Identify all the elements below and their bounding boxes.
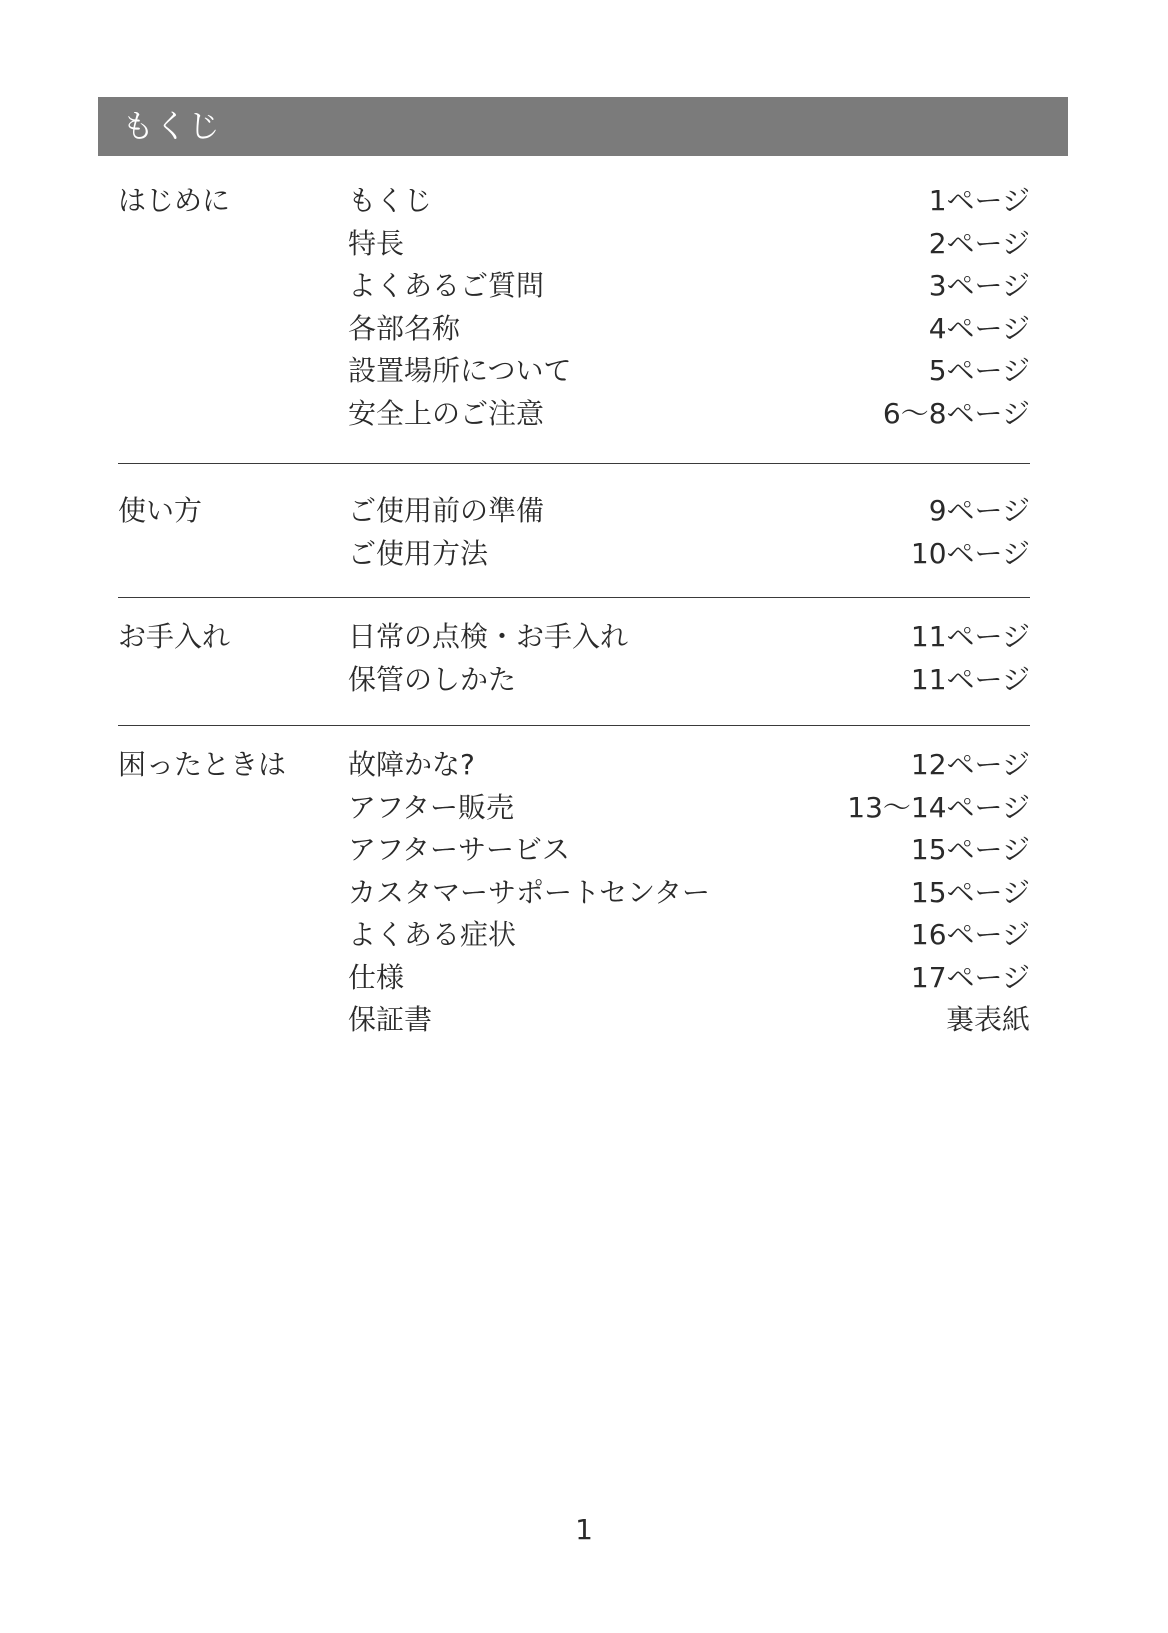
toc-entry[interactable] (348, 999, 1030, 1042)
entry-title: ご使用前の準備 (348, 494, 545, 527)
entry-page: 16ページ (910, 918, 1030, 951)
entry-page: 11ページ (910, 662, 1030, 696)
toc-entry[interactable] (348, 872, 1030, 915)
section-divider (118, 725, 1030, 726)
entry-page: 17ページ (910, 960, 1030, 994)
entry-page: 10ページ (910, 536, 1030, 570)
entry-page: 15ページ (910, 833, 1030, 866)
section-entries (348, 490, 1030, 575)
entry-page: 12ページ (910, 748, 1030, 781)
entry-page: 裏表紙 (945, 1003, 1030, 1036)
toc-section-maintenance (118, 616, 1030, 701)
entry-title: アフター販売 (348, 790, 515, 824)
section-divider (118, 597, 1030, 598)
toc-entry[interactable] (348, 180, 1030, 223)
entry-title: 安全上のご注意 (348, 396, 545, 430)
section-label: はじめに (118, 184, 231, 217)
page-title: もくじ (122, 107, 222, 145)
entry-page: 4ページ (928, 311, 1030, 345)
entry-page: 5ページ (928, 354, 1030, 387)
toc-entry[interactable] (348, 744, 1030, 787)
toc-entry[interactable] (348, 393, 1030, 436)
toc-entry[interactable] (348, 914, 1030, 957)
entry-page: 13～14ページ (847, 790, 1030, 824)
section-divider (118, 463, 1030, 464)
toc-entry[interactable] (348, 223, 1030, 266)
toc-entry[interactable] (348, 957, 1030, 1000)
toc-entry[interactable] (348, 659, 1030, 702)
entry-page: 1ページ (928, 184, 1030, 217)
toc-section-introduction (118, 180, 1030, 435)
entry-title: よくあるご質問 (348, 269, 545, 302)
toc-section-usage (118, 490, 1030, 575)
toc-entry[interactable] (348, 787, 1030, 830)
entry-title: ご使用方法 (348, 536, 489, 570)
entry-title: 保管のしかた (348, 662, 517, 696)
toc-section-troubleshooting (118, 744, 1030, 1042)
toc-entry[interactable] (348, 265, 1030, 308)
entry-page: 9ページ (928, 494, 1030, 527)
toc-entry[interactable] (348, 616, 1030, 659)
entry-title: カスタマーサポートセンター (348, 875, 711, 909)
page-number: 1 (575, 1513, 593, 1546)
toc-entry[interactable] (348, 308, 1030, 351)
table-of-contents (118, 180, 1030, 1042)
entry-title: 設置場所について (348, 354, 572, 387)
section-entries (348, 744, 1030, 1042)
section-label: 使い方 (118, 494, 203, 527)
section-label: お手入れ (118, 620, 231, 653)
entry-title: 特長 (348, 226, 405, 260)
entry-title: アフターサービス (348, 833, 571, 866)
toc-entry[interactable] (348, 829, 1030, 872)
entry-page: 11ページ (910, 620, 1030, 653)
entry-title: 故障かな? (348, 748, 475, 781)
toc-entry[interactable] (348, 533, 1030, 576)
entry-title: 保証書 (348, 1003, 433, 1036)
toc-header-bar (98, 97, 1068, 156)
toc-entry[interactable] (348, 350, 1030, 393)
entry-title: 日常の点検・お手入れ (348, 620, 629, 653)
entry-page: 15ページ (910, 875, 1030, 909)
entry-title: もくじ (348, 184, 433, 217)
entry-title: 各部名称 (348, 311, 461, 345)
entry-title: よくある症状 (348, 918, 517, 951)
section-entries (348, 180, 1030, 435)
entry-page: 2ページ (928, 226, 1030, 260)
entry-title: 仕様 (348, 960, 405, 994)
entry-page: 6～8ページ (882, 396, 1030, 430)
toc-entry[interactable] (348, 490, 1030, 533)
entry-page: 3ページ (928, 269, 1030, 302)
section-entries (348, 616, 1030, 701)
section-label: 困ったときは (118, 748, 287, 781)
